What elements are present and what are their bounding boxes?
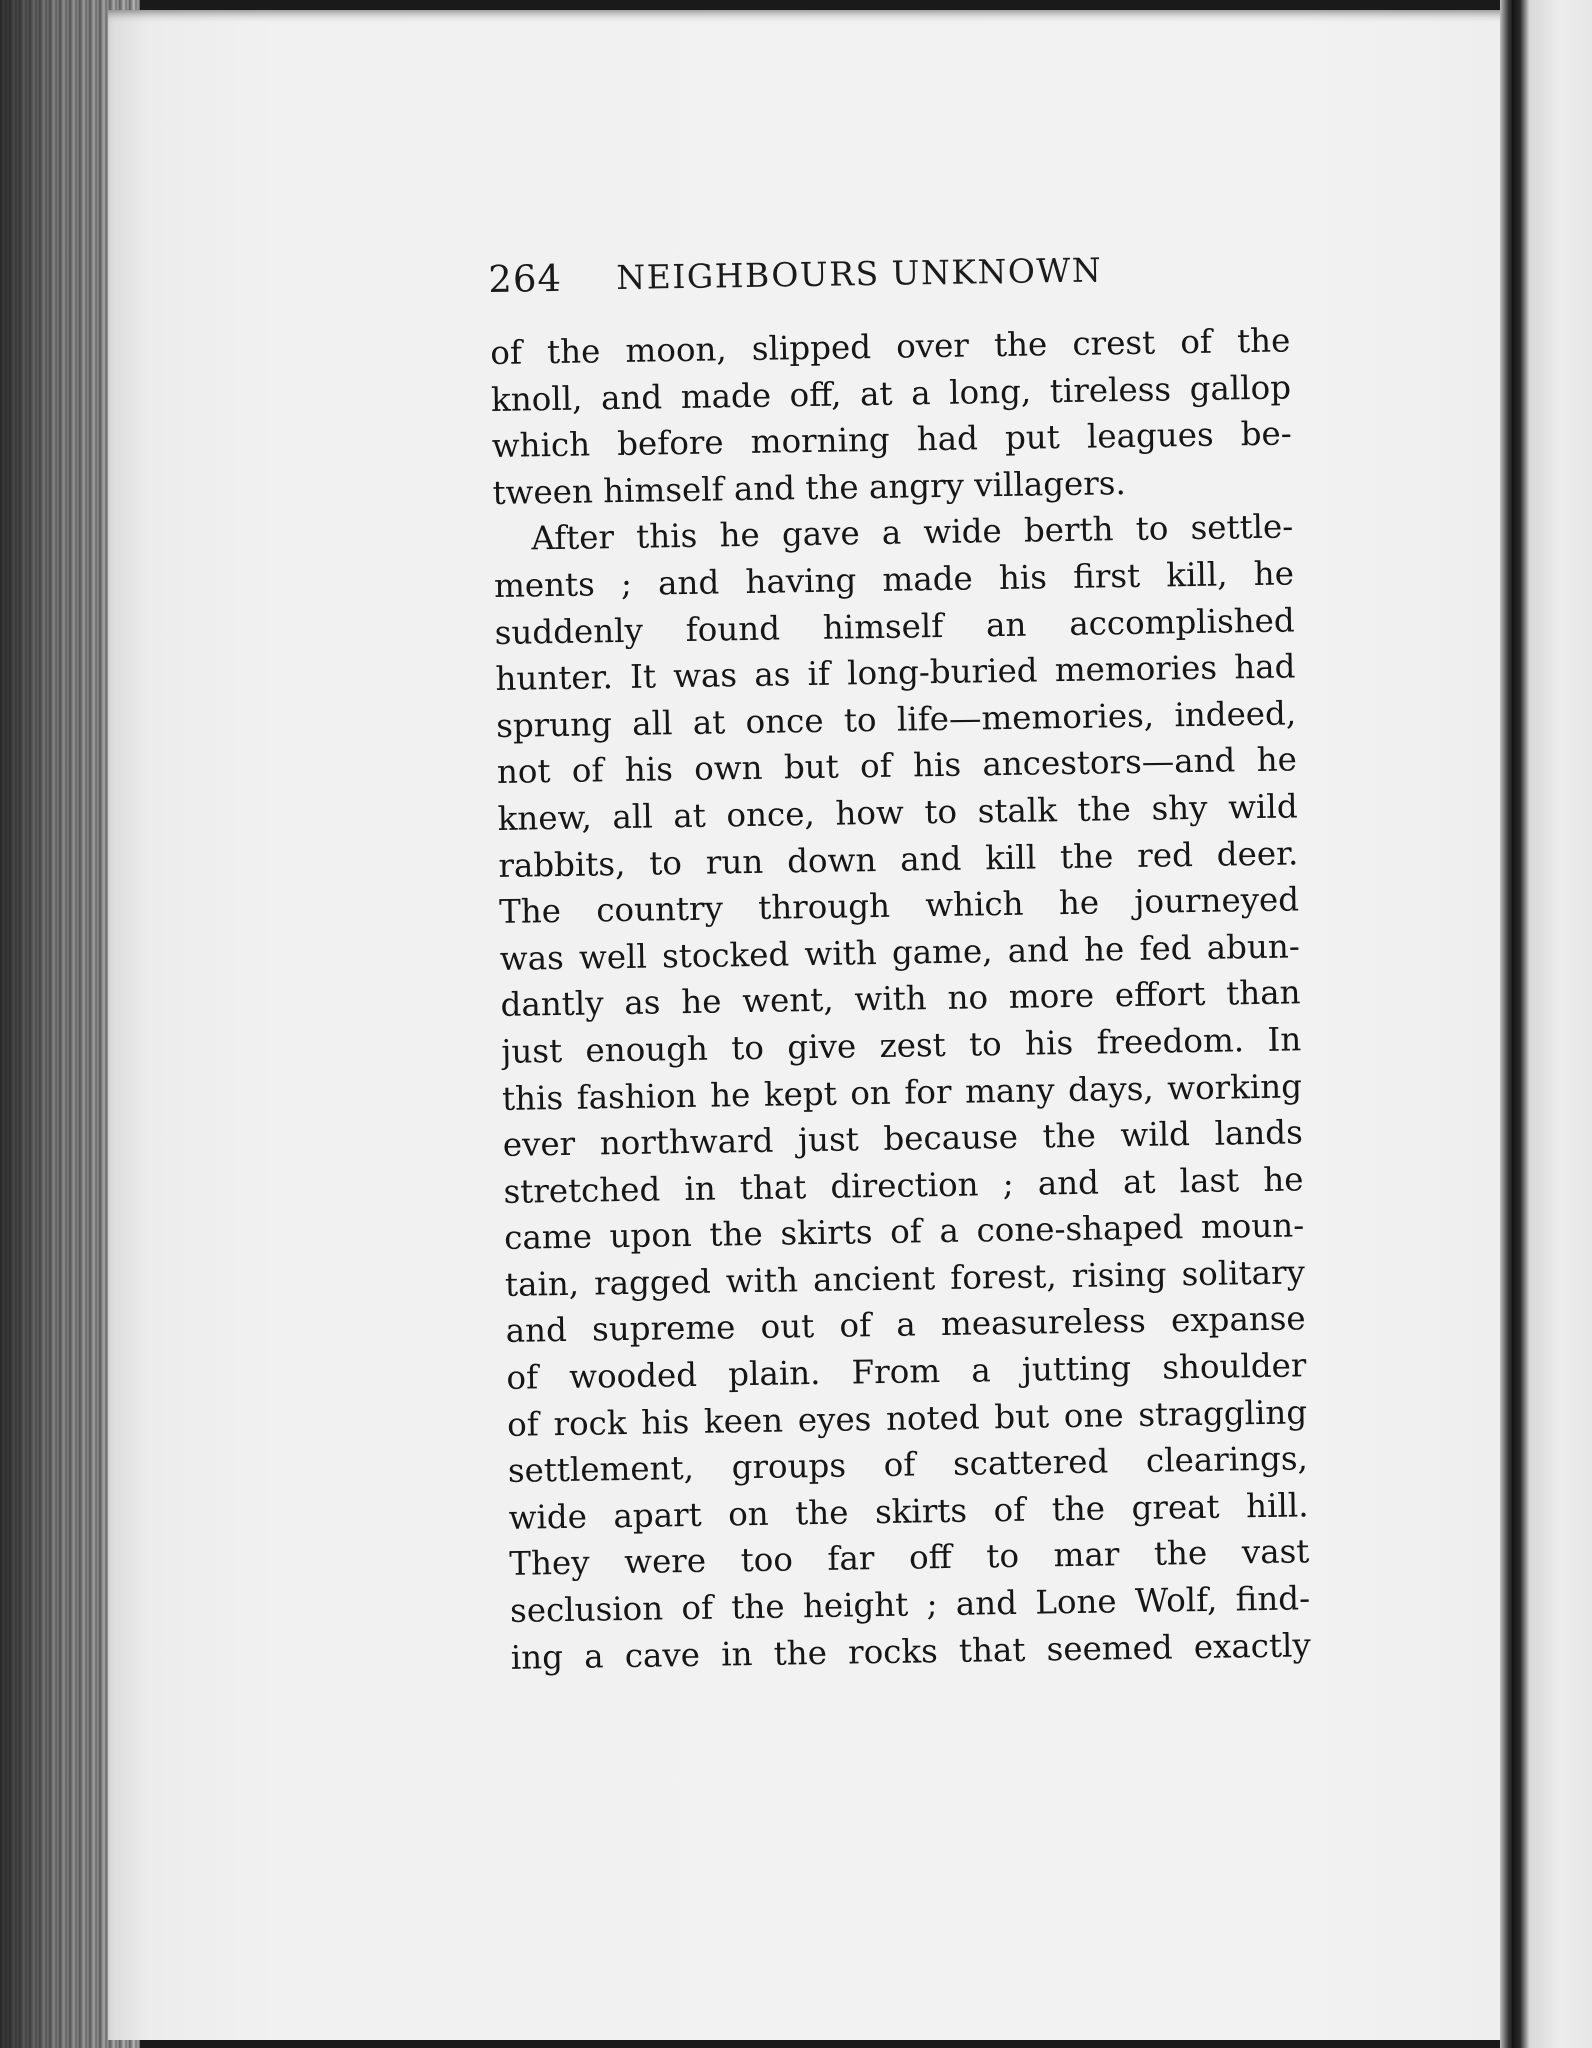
text-line: of wooded plain. From a jutting shoulder bbox=[506, 1346, 1307, 1397]
text-line: stretched in that direction ; and at last he bbox=[503, 1160, 1304, 1211]
text-line: tain, ragged with ancient forest, rising solitary bbox=[504, 1253, 1306, 1304]
body-text bbox=[490, 317, 1311, 1681]
text-line: of rock his keen eyes noted but one straggling bbox=[506, 1392, 1308, 1444]
text-line: hunter. It was as if long-buried memories had bbox=[495, 647, 1296, 699]
text-line: settlement, groups of scattered clearings, bbox=[507, 1439, 1309, 1491]
text-line: dantly as he went, with no more effort than bbox=[500, 973, 1301, 1025]
text-line: suddenly found himself an accomplished bbox=[494, 600, 1295, 652]
text-line: and supreme out of a measureless expanse bbox=[505, 1299, 1306, 1351]
text-line: The country through which he journeyed bbox=[498, 880, 1300, 932]
text-line: knoll, and made off, at a long, tireless gallop bbox=[490, 368, 1292, 419]
text-line: not of his own but of his ancestors—and he bbox=[496, 740, 1298, 792]
facing-page-edge bbox=[1512, 0, 1592, 2048]
text-line: seclusion of the height ; and Lone Wolf, find- bbox=[509, 1579, 1311, 1630]
text-line: wide apart on the skirts of the great hill. bbox=[508, 1486, 1309, 1537]
text-line: rabbits, to run down and kill the red deer. bbox=[498, 833, 1299, 885]
text-line: of the moon, slipped over the crest of the bbox=[490, 321, 1291, 372]
text-line: this fashion he kept on for many days, working bbox=[501, 1066, 1303, 1118]
running-head bbox=[488, 247, 1179, 314]
text-line: ing a cave in the rocks that seemed exactly bbox=[510, 1625, 1312, 1677]
text-line: which before morning had put leagues be- bbox=[491, 414, 1293, 466]
text-line: was well stocked with game, and he fed abun- bbox=[499, 927, 1301, 978]
page-number: 264 bbox=[488, 256, 563, 301]
text-line: just enough to give zest to his freedom. In bbox=[501, 1020, 1302, 1071]
text-line: tween himself and the angry villagers. bbox=[492, 463, 1127, 512]
running-head-title: NEIGHBOURS UNKNOWN bbox=[616, 250, 1103, 297]
text-line: came upon the skirts of a cone-shaped moun- bbox=[503, 1206, 1305, 1258]
text-line: ments ; and having made his first kill, he bbox=[493, 554, 1295, 605]
text-line: They were too far off to mar the vast bbox=[509, 1532, 1310, 1584]
text-line: After this he gave a wide berth to settle- bbox=[530, 507, 1294, 558]
text-line: knew, all at once, how to stalk the shy wild bbox=[497, 787, 1298, 838]
text-line: sprung all at once to life—memories, indeed, bbox=[495, 694, 1297, 745]
text-line: ever northward just because the wild lands bbox=[502, 1113, 1304, 1164]
